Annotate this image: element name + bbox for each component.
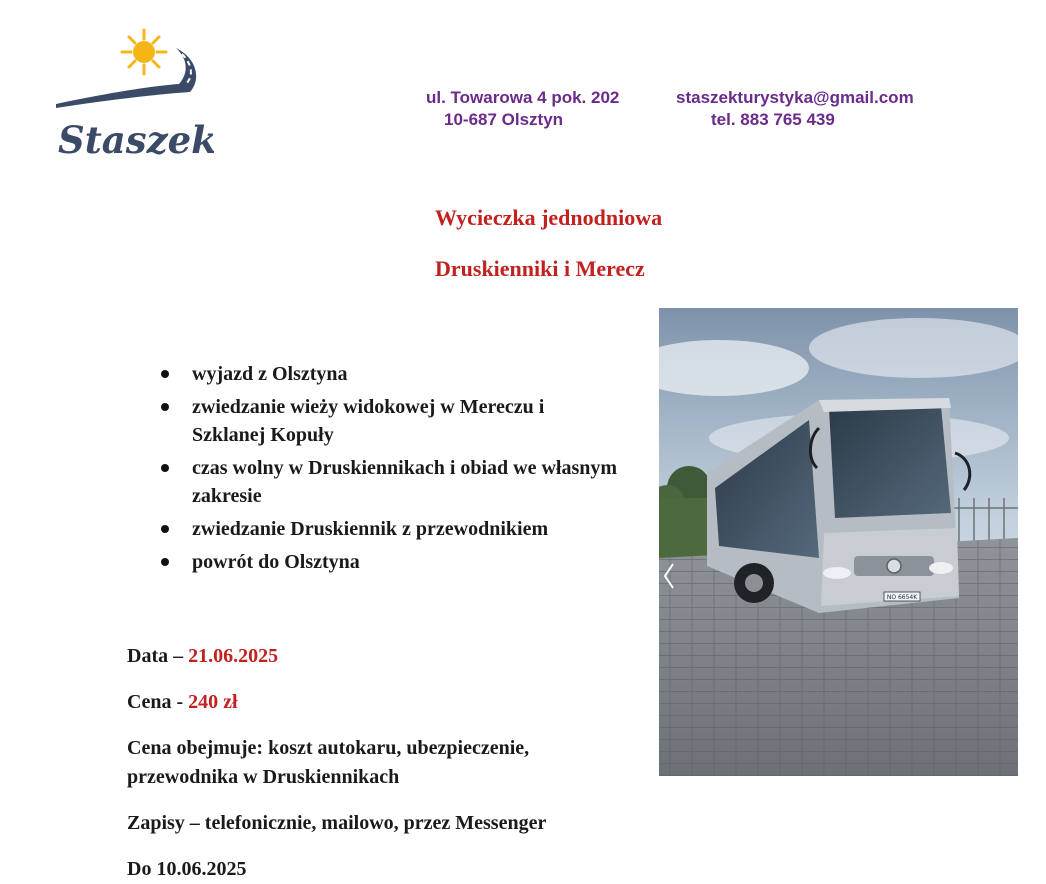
itinerary-list [160,360,620,581]
contact-email[interactable]: staszekturystyka@gmail.com [676,88,914,107]
itinerary-item: czas wolny w Druskiennikach i obiad we własnym zakresie [160,454,620,510]
logo-wordmark: Staszek [58,118,214,162]
signup-deadline: Do 10.06.2025 [127,858,247,880]
trip-price [127,688,238,717]
price-includes [127,734,529,792]
sun-icon [122,30,166,74]
signup-info: Zapisy – telefonicznie, mailowo, przez Messenger [127,812,547,834]
address-street: ul. Towarowa 4 pok. 202 [426,88,620,107]
date-label: Data – [127,645,189,667]
date-value: 21.06.2025 [188,645,279,667]
price-value: 240 zł [188,691,238,713]
trip-date [127,642,278,671]
price-includes-line: przewodnika w Druskiennikach [127,766,400,788]
contact-header [0,88,1046,138]
bus-photo [659,308,1018,776]
itinerary-item: powrót do Olsztyna [160,548,620,576]
trip-destination-heading: Druskienniki i Merecz [435,256,645,281]
itinerary-item: wyjazd z Olsztyna [160,360,620,388]
itinerary-item: zwiedzanie Druskiennik z przewodnikiem [160,515,620,543]
itinerary-item: zwiedzanie wieży widokowej w Mereczu i Szklanej Kopuły [160,393,620,449]
price-label: Cena - [127,691,189,713]
trip-type-heading: Wycieczka jednodniowa [435,205,663,230]
contact-phone[interactable]: tel. 883 765 439 [711,110,835,129]
price-includes-line: Cena obejmuje: koszt autokaru, ubezpieczenie, [127,737,530,759]
license-plate: NO 6654K [886,594,918,601]
address-city: 10-687 Olsztyn [444,110,564,129]
